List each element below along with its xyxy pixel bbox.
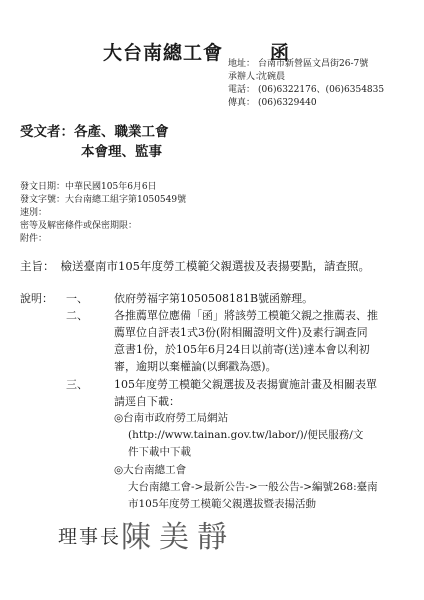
- speed-label: 速別：: [20, 208, 48, 218]
- document-type: 函: [270, 42, 290, 64]
- recipient-value-2: 本會理、監事: [81, 144, 162, 160]
- download-source-1-title: ◎台南市政府勞工局網站: [114, 412, 229, 424]
- subject-text: 檢送臺南市105年度勞工模範父親選拔及表揚要點，請查照。: [60, 259, 370, 273]
- issue-number-line: [20, 194, 186, 207]
- explanation-label: 說明：: [20, 292, 53, 305]
- issue-date-label: 發文日期：: [20, 182, 66, 192]
- fax-label: 傳真：: [228, 98, 256, 108]
- issue-date-line: [20, 181, 157, 194]
- recipient-line-1: [20, 123, 169, 142]
- signature-name: 陳美靜: [121, 520, 236, 555]
- download-source-1-line-2: 件下載中下載: [128, 446, 191, 458]
- address-value: 台南市新營區文昌街26-7號: [258, 59, 369, 69]
- download-source-2-line-2: 市105年度勞工模範父親選拔暨表揚活動: [128, 498, 317, 510]
- contact-label: 承辦人：: [228, 72, 265, 82]
- explanation-item-1-num: 一、: [66, 292, 88, 305]
- explanation-item-2-line-2: 薦單位自評表1式3份(附相關證明文件)及素行調查同: [114, 326, 368, 339]
- issue-number-value: 大台南總工組字第1050549號: [65, 195, 187, 205]
- explanation-item-2-line-3: 意書1份，於105年6月24日以前寄(送)達本會以利初: [114, 343, 370, 356]
- phone-value: (06)6322176、(06)6354835: [258, 85, 385, 95]
- phone-label: 電話：: [228, 85, 256, 95]
- download-source-1-line-1: (http://www.tainan.gov.tw/labor/)/便民服務/文: [128, 429, 364, 441]
- explanation-item-3-line-2: 請逕自下載：: [114, 395, 180, 408]
- explanation-item-2-line-4: 審，逾期以棄權論(以郵戳為憑)。: [114, 360, 277, 373]
- download-source-2-line-1: 大台南總工會->最新公告->一般公告->編號268:臺南: [128, 481, 378, 493]
- contact-value: 沈碗晨: [258, 72, 286, 82]
- explanation-item-3-line-1: 105年度勞工模範父親選拔及表揚實施計畫及相關表單: [114, 378, 377, 391]
- signature: [58, 512, 235, 556]
- recipient-value-1: 各產、職業工會: [74, 124, 169, 140]
- issue-date-value: 中華民國105年6月6日: [65, 182, 157, 192]
- address-label: 地址：: [228, 59, 256, 69]
- secrecy-label: 密等及解密條件或保密期限：: [20, 221, 138, 231]
- fax-value: (06)6329440: [258, 98, 317, 108]
- organization-title: 大台南總工會: [103, 42, 224, 64]
- issue-number-label: 發文字號：: [20, 195, 66, 205]
- fax-line: [228, 97, 317, 110]
- recipient-label: 受文者：: [20, 124, 74, 140]
- subject-label: 主旨：: [20, 259, 55, 273]
- explanation-item-1-text: 依府勞福字第1050508181B號函辦理。: [114, 292, 314, 305]
- signature-title: 理事長: [58, 526, 122, 548]
- explanation-item-2-line-1: 各推薦單位應備「函」將該勞工模範父親之推薦表、推: [114, 309, 378, 322]
- explanation-item-3-num: 三、: [66, 378, 88, 391]
- contact-line: [228, 71, 285, 84]
- address-line: [228, 58, 368, 71]
- phone-line: [228, 84, 384, 97]
- download-source-2-title: ◎大台南總工會: [114, 464, 187, 476]
- explanation-item-2-num: 二、: [66, 309, 88, 322]
- subject-line: [20, 258, 370, 274]
- attachment-label: 附件：: [20, 234, 48, 244]
